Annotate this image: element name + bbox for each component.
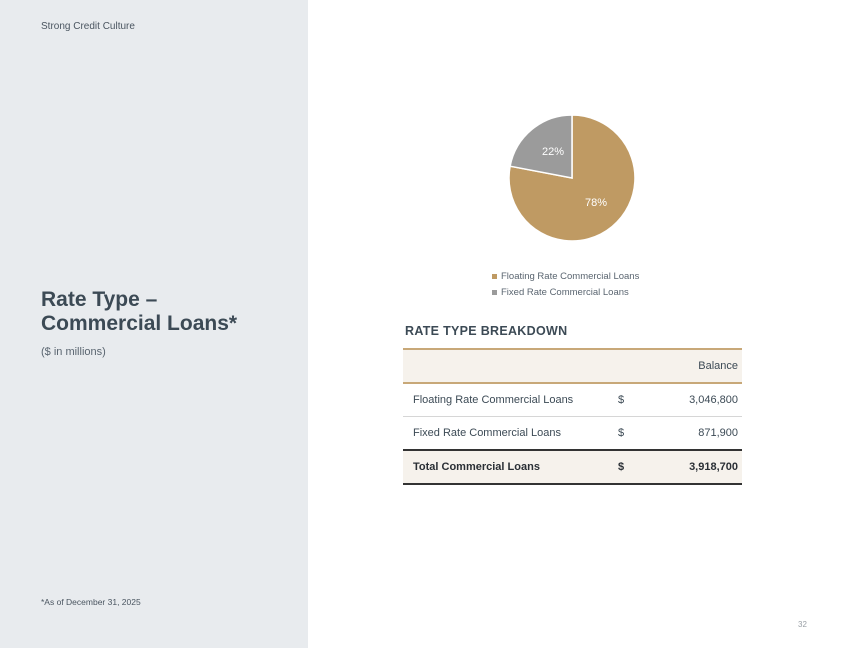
- pie-label-fixed: 22%: [542, 146, 565, 158]
- page-number: 32: [798, 620, 807, 629]
- legend-label: Fixed Rate Commercial Loans: [501, 286, 629, 298]
- pie-chart: [509, 115, 635, 241]
- rate-type-table: [403, 348, 742, 485]
- footnote: *As of December 31, 2025: [41, 597, 141, 607]
- title-line-1: Rate Type –: [41, 288, 158, 311]
- header-label: [403, 349, 618, 383]
- sidebar-panel: [0, 0, 308, 648]
- table-header-row: [403, 349, 742, 383]
- units-subtitle: ($ in millions): [41, 346, 106, 358]
- page-title: [41, 288, 237, 336]
- table-total-row: Total Commercial Loans $ 3,918,700: [403, 450, 742, 484]
- legend-label: Floating Rate Commercial Loans: [501, 270, 640, 282]
- legend-item-fixed: [492, 284, 639, 300]
- pie-label-floating: 78%: [585, 197, 608, 209]
- legend-item-floating: [492, 268, 639, 284]
- legend-swatch-fixed: [492, 290, 497, 295]
- table-row: Fixed Rate Commercial Loans $ 871,900: [403, 417, 742, 451]
- header-balance: Balance: [658, 349, 742, 383]
- title-line-2: Commercial Loans*: [41, 312, 238, 335]
- legend-swatch-floating: [492, 274, 497, 279]
- table-row: Floating Rate Commercial Loans $ 3,046,800: [403, 383, 742, 417]
- section-label: Strong Credit Culture: [41, 21, 135, 32]
- chart-legend: [492, 268, 639, 300]
- table-title: RATE TYPE BREAKDOWN: [405, 324, 568, 338]
